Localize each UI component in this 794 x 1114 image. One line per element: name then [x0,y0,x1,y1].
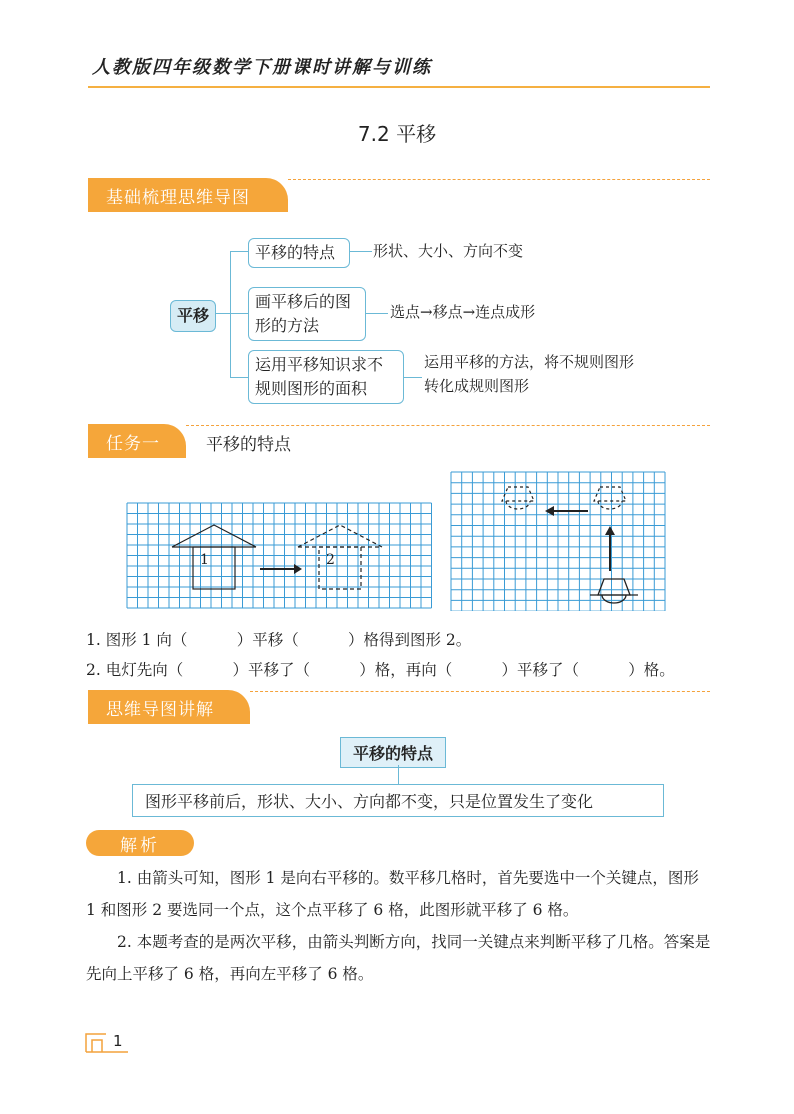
figure-label-2: 2 [326,552,335,568]
figure-grid-houses [126,502,432,614]
house-roof-solid [172,525,256,547]
mindmap-branch-box: 运用平移知识求不规则图形的面积 [248,350,404,404]
lamp-solid [598,579,630,595]
figure-label-1: 1 [200,552,209,568]
connector [216,313,230,314]
lamp-dashed [502,487,534,501]
mindmap-branch-box: 平移的特点 [248,238,350,268]
page-title: 7.2 平移 [357,122,437,146]
explanation-box: 图形平移前后，形状、大小、方向都不变，只是位置发生了变化 [132,784,664,817]
key-point-box: 平移的特点 [340,737,446,768]
mindmap-branch-box: 画平移后的图形的方法 [248,287,366,341]
task-tag: 任务一 [88,424,186,458]
connector [230,377,248,378]
analysis-label: 解析 [86,830,194,856]
mindmap-branch-note: 运用平移的方法，将不规则图形转化成规则图形 [424,353,635,395]
mindmap-branch-note: 形状、大小、方向不变 [373,242,524,260]
section-dashed-line [186,425,710,426]
connector [350,251,372,252]
connector [230,251,248,252]
header-divider [88,86,710,88]
analysis-paragraph-2: 2. 本题考查的是两次平移，由箭头判断方向，找同一关键点来判断平移了几格。答案是先向上平移了 6 格，再向左平移了 6 格。 [86,933,711,983]
section-dashed-line [250,691,710,692]
connector [398,765,399,785]
book-series-title: 人教版四年级数学下册课时讲解与训练 [92,57,432,78]
page-number: 1 [113,1032,123,1050]
page-corner-ornament [84,1030,130,1054]
lamp-dashed [594,487,626,501]
analysis-label-wrap [86,830,194,856]
section-tag-mindmap: 基础梳理思维导图 [88,178,288,212]
question-2: 2. 电灯先向（ ）平移了（ ）格，再向（ ）平移了（ ）格。 [86,661,675,679]
analysis-paragraph-1: 1. 由箭头可知，图形 1 是向右平移的。数平移几格时，首先要选中一个关键点，图形 1 和图形 2 要选同一个点，这个点平移了 6 格，此图形就平移了 6 格。 [86,869,699,919]
task-title: 平移的特点 [206,435,291,455]
mindmap-root: 平移 [170,300,216,332]
section-tag-explain: 思维导图讲解 [88,690,250,724]
connector [230,313,248,314]
house-roof-dashed [298,525,382,547]
section-dashed-line [288,179,710,180]
connector [404,377,422,378]
question-1: 1. 图形 1 向（ ）平移（ ）格得到图形 2。 [86,631,472,649]
connector [366,313,388,314]
figure-grid-lamp [450,471,668,611]
connector [230,251,231,377]
mindmap-branch-note: 选点→移点→连点成形 [390,303,536,321]
